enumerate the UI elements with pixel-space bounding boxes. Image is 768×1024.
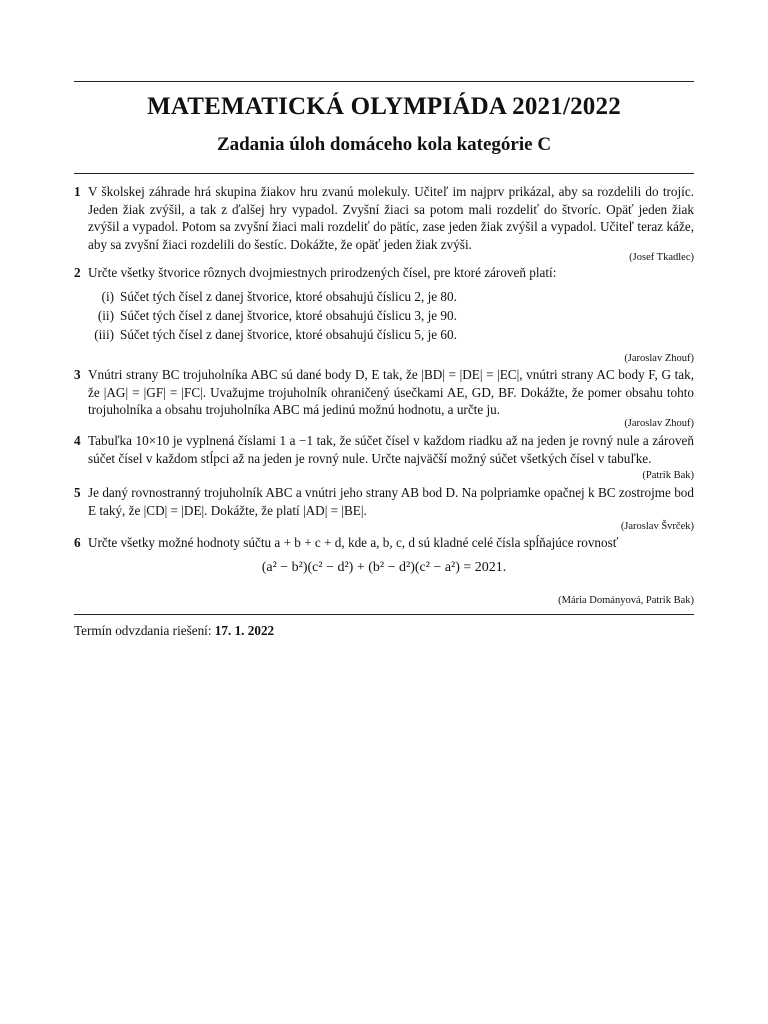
top-rule xyxy=(74,81,694,82)
problem-number: 3 xyxy=(74,367,81,382)
problem-author: (Jaroslav Švrček) xyxy=(620,521,694,532)
problem-number: 4 xyxy=(74,433,81,448)
problem-number: 5 xyxy=(74,485,81,500)
equation: (a² − b²)(c² − d²) + (b² − d²)(c² − a²) = 2021. xyxy=(261,560,507,575)
list-item-label: (i) xyxy=(101,289,114,304)
header-rule xyxy=(74,173,694,174)
list-item-label: (ii) xyxy=(97,308,114,323)
problem-author: (Patrik Bak) xyxy=(642,470,694,481)
problem-text: Určte všetky štvorice rôznych dvojmiestnych prirodzených čísel, pre ktoré zároveň platí: xyxy=(88,265,557,280)
problem-text: Vnútri strany BC trojuholníka ABC sú dané body D, E tak, že |BD| = |DE| = |EC|, vnútri strany AC body F, G tak, že |AG| = |GF| = |FC|. Uvažujme trojuholník ohraničený úsečkami AE, GD, BF. Dokážte, že pomer obsahu tohto trojuholníka a obsahu trojuholníka ABC má jedinú možnú hodnotu, a určte ju. xyxy=(88,367,694,418)
problem-text: Tabuľka 10×10 je vyplnená číslami 1 a −1 tak, že súčet čísel v každom riadku až na jeden je rovný nule a zároveň súčet čísel v každom stĺpci až na jeden je rovný nule. Určte najväčší možný súčet všetkých čísel v tabuľke. xyxy=(88,433,694,466)
problem-text: Je daný rovnostranný trojuholník ABC a vnútri jeho strany AB bod D. Na polpriamke opačnej k BC zostrojme bod E taký, že |CD| = |DE|. Dokážte, že platí |AD| = |BE|. xyxy=(88,485,694,518)
list-item xyxy=(74,326,457,344)
problem-3 xyxy=(74,366,694,429)
problem-author: (Jaroslav Zhouf) xyxy=(624,418,694,429)
deadline-label: Termín odvzdania riešení: xyxy=(74,623,212,638)
deadline xyxy=(74,623,274,639)
problem-author: (Jaroslav Zhouf) xyxy=(624,353,694,364)
page-title: MATEMATICKÁ OLYMPIÁDA 2021/2022 xyxy=(147,93,621,120)
problem-5 xyxy=(74,484,694,532)
problem-number: 2 xyxy=(74,265,81,280)
problem-text: V školskej záhrade hrá skupina žiakov hru zvanú molekuly. Učiteľ im najprv prikázal, aby sa rozdelili do trojíc. Jeden žiak zvýšil, a tak z ďalšej hry vypadol. Zvyšní žiaci sa potom mali rozdeliť do štvoríc. Opäť jeden žiak zvýšil a vypadol. Potom sa zvyšní žiaci mali rozdeliť do pätíc, zase jeden žiak zvýšil a vypadol. Učiteľ teraz káže, aby sa zvyšní žiaci rozdelili do šestíc. Dokážte, že opäť jeden žiak zvýši. xyxy=(88,184,694,252)
problem-number: 6 xyxy=(74,535,81,550)
list-item xyxy=(74,307,457,325)
problem-6 xyxy=(74,534,694,606)
page-subtitle: Zadania úloh domáceho kola kategórie C xyxy=(216,134,552,155)
list-item xyxy=(74,288,457,306)
problem-2 xyxy=(74,264,694,364)
problem-1 xyxy=(74,183,694,263)
problem-author: (Josef Tkadlec) xyxy=(629,252,694,263)
problem-number: 1 xyxy=(74,184,81,199)
list-item-text: Súčet tých čísel z danej štvorice, ktoré obsahujú číslicu 2, je 80. xyxy=(120,289,457,304)
list-item-text: Súčet tých čísel z danej štvorice, ktoré obsahujú číslicu 3, je 90. xyxy=(120,308,457,323)
deadline-date: 17. 1. 2022 xyxy=(214,623,275,638)
problem-4 xyxy=(74,432,694,481)
problem-author: (Mária Dományová, Patrik Bak) xyxy=(558,595,694,606)
list-item-label: (iii) xyxy=(94,327,114,342)
problem-text: Určte všetky možné hodnoty súčtu a + b + c + d, kde a, b, c, d sú kladné celé čísla spĺňajúce rovnosť xyxy=(88,535,619,550)
list-item-text: Súčet tých čísel z danej štvorice, ktoré obsahujú číslicu 5, je 60. xyxy=(120,327,457,342)
footer-rule xyxy=(74,614,694,615)
